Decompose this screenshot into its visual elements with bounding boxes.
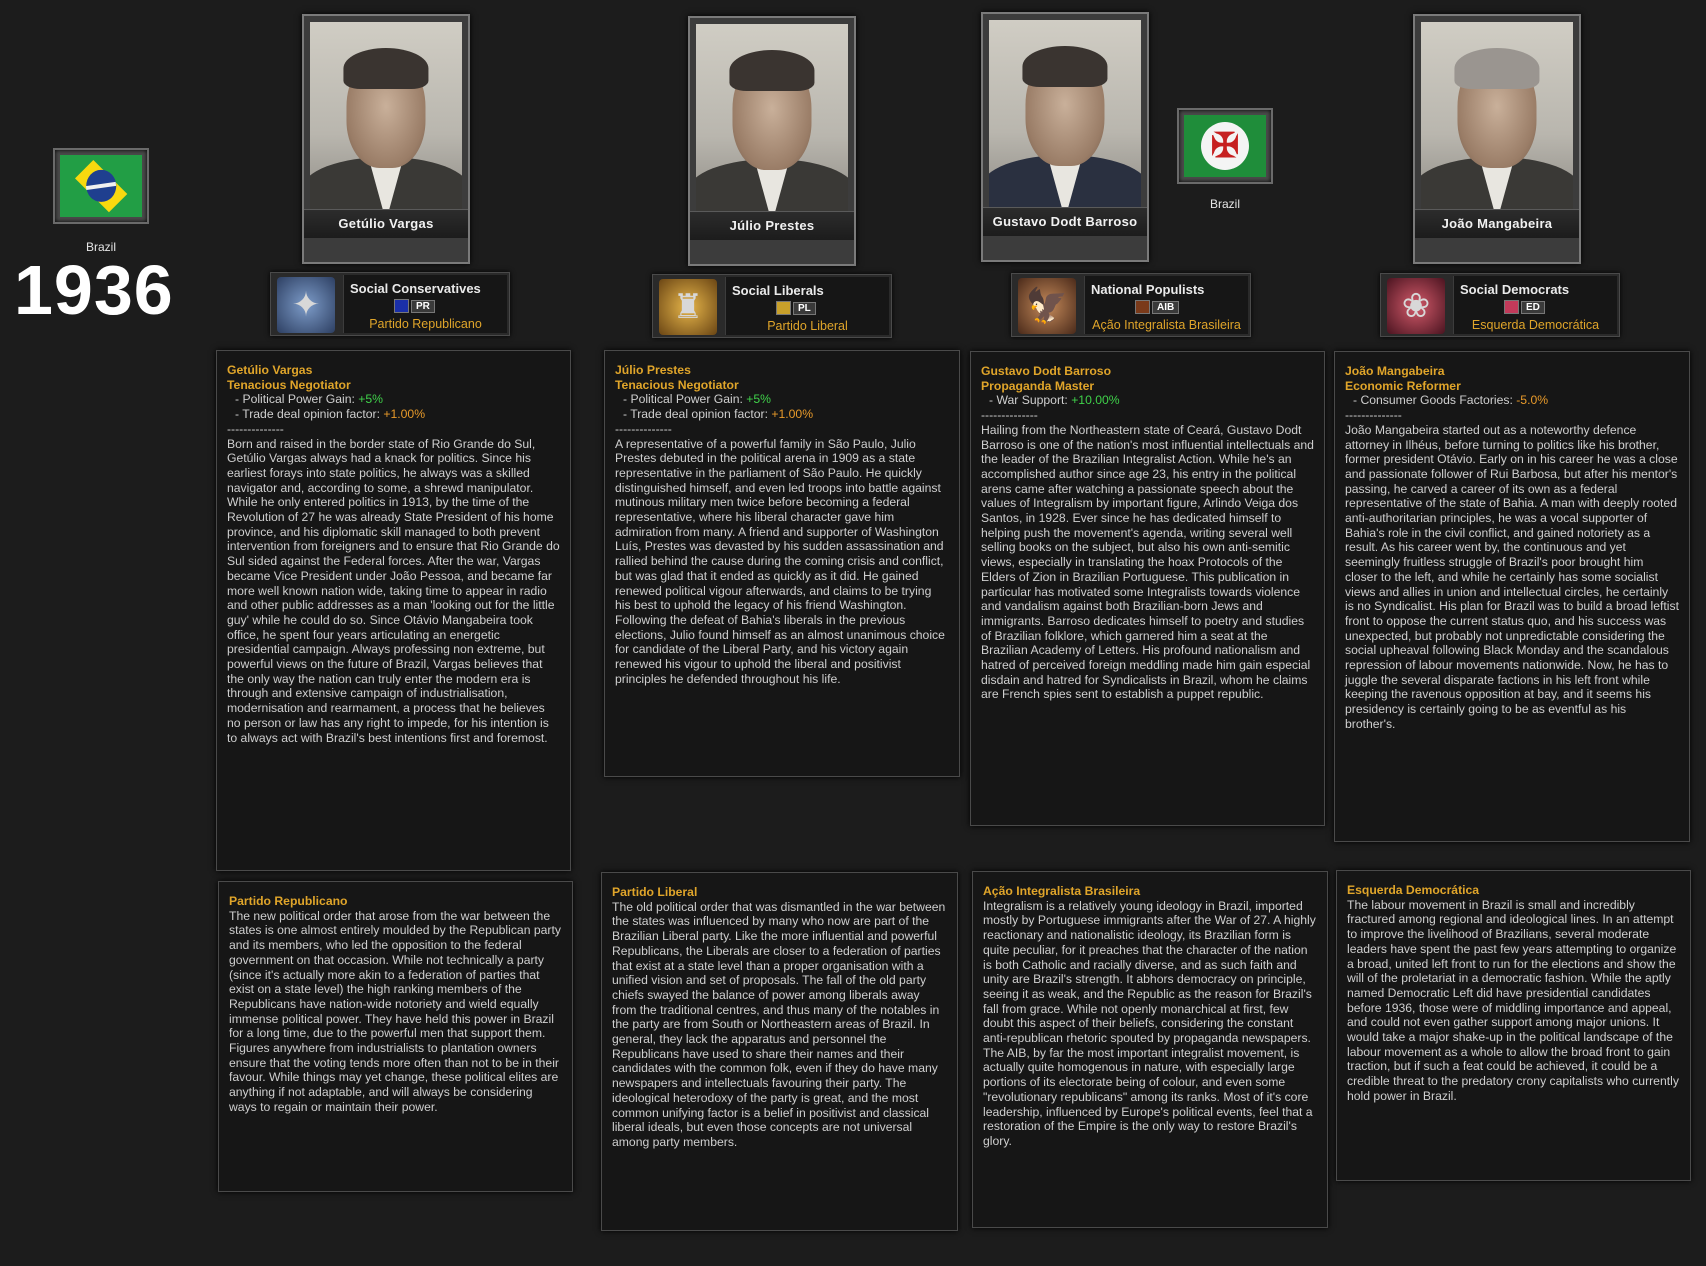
integralist-flag-label: Brazil: [1209, 197, 1240, 211]
leader-photo: [696, 24, 848, 211]
separator: --------------: [981, 408, 1038, 423]
party-ideology: Social Conservatives: [350, 281, 481, 296]
party-tag: PR: [411, 300, 435, 313]
party-name: Ação Integralista Brasileira: [1092, 318, 1241, 332]
brazil-flag-label: Brazil: [85, 240, 116, 254]
leader-info-panel-mangabeira: [1334, 351, 1690, 842]
party-tag: AIB: [1152, 301, 1179, 314]
party-color-swatch: [394, 299, 409, 313]
party-color-swatch: [1135, 300, 1150, 314]
leader-info-panel-barroso: [970, 351, 1325, 826]
leader-trait-title: Tenacious Negotiator: [227, 377, 351, 392]
leader-photo: [989, 20, 1141, 207]
leader-info-panel-vargas: [216, 350, 571, 871]
separator: --------------: [1345, 408, 1402, 423]
party-desc-panel-aib: [972, 871, 1328, 1228]
leader-photo: [1421, 22, 1573, 209]
modifier-line: - Trade deal opinion factor: +1.00%: [235, 407, 426, 422]
party-desc: The labour movement in Brazil is small and incredibly fractured among regional and ideological lines. In an attempt to improve the livelihood of Brazilians, several moderate leaders have spent the past few years attempting to organize a broad, united left front to run for the elections and show the will of the proletariat in a democratic fashion. While the aptly named Democratic Left did have presidential candidates before 1936, those were of middling importance and appeal, and could not even gather support among major unions. It would take a major shake-up in the political landscape of the labour movement as a whole to allow the broad front to gain traction, but if such a feat could be achieved, it could be a credible threat to the predatory crony capitalists who currently hold power in Brazil.: [1347, 897, 1679, 1103]
leader-portrait-mangabeira[interactable]: [1413, 14, 1581, 264]
party-color-swatch: [776, 301, 791, 315]
party-desc-title: Ação Integralista Brasileira: [983, 884, 1141, 898]
party-box-ed[interactable]: [1380, 273, 1620, 337]
party-desc-panel-pl: [601, 872, 958, 1231]
leader-trait-title: Propaganda Master: [981, 378, 1095, 393]
modifier-line: - Trade deal opinion factor: +1.00%: [623, 407, 814, 422]
modifier-line: - War Support: +10.00%: [989, 393, 1120, 408]
party-desc: Integralism is a relatively young ideology in Brazil, imported mostly by Portuguese immigrants after the War of 27. A highly reactionary and nationalistic ideology, its Brazilian form is quite peculiar, for it preaches that the character of the nation is both Catholic and racially diverse, and as such faith and unity are Brazil's strength. It abhors democracy on principle, seeing it as weak, and the Republic as the reason for Brazil's fall from grace. While not openly monarchical at first, few doubt this aspect of their beliefs, considering the constant anti-republican rhetoric spouted by propaganda newspapers. The AIB, by far the most important integralist movement, is actually quite homogenous in nature, with especially large portions of its electorate being of colour, and even some "revolutionary republicans" among its ranks. Most of it's core leadership, influenced by Europe's political events, feel that a restoration of the Empire is the only way to restore Brazil's glory.: [983, 898, 1316, 1148]
national-populist-emblem-icon: 🦅: [1018, 278, 1076, 334]
leader-bio: A representative of a powerful family in São Paulo, Julio Prestes debuted in the political arena in 1909 as a state representative in the parliament of São Paulo. He quickly distinguished himself, and even led troops into battle against mutinous military men twice before becoming a federal representative, where his liberal character gave him admiration from many. A friend and supporter of Washington Luís, Prestes was devasted by his sudden assassination and rallied behind the cause during the coming crisis and conflict, but was glad that it ended as quickly as it did. He gained renewed political vigour afterwards, and claims to be trying his best to uphold the legacy of his friend Washington. Following the defeat of Bahia's liberals in the previous elections, Julio found himself as an almost unanimous choice for candidate of the Liberal Party, and his victory again renewed his vigour to uphold the liberal and positivist principles he defended throughout his life.: [615, 436, 945, 686]
party-tag: ED: [1521, 301, 1545, 314]
modifier-line: - Political Power Gain: +5%: [623, 392, 772, 407]
party-name: Partido Liberal: [767, 319, 848, 333]
separator: --------------: [615, 421, 672, 436]
party-desc: The new political order that arose from the war between the states is one almost entirely moulded by the Republican party and its members, who led the opposition to the federal government on that occasion. While not technically a party (since it's actually more akin to a federation of parties that exist on a state level) the high ranking members of the Republicans have nation-wide notoriety and wield equally immense political power. They have held this power in Brazil for a long time, due to the powerful men that support them. Figures anywhere from industrialists to plantation owners ensure that the voting tends more often than not to be in their favour. While things may yet change, these political elites are anything if not adaptable, and will always be considering ways to regain or maintain their power.: [229, 908, 561, 1114]
party-box-pl[interactable]: [652, 274, 892, 338]
leader-trait-title: Economic Reformer: [1345, 378, 1461, 393]
leader-trait-title: Tenacious Negotiator: [615, 377, 739, 392]
modifier-line: - Political Power Gain: +5%: [235, 392, 384, 407]
brazil-flag[interactable]: [53, 148, 149, 224]
party-desc-panel-pr: [218, 881, 573, 1192]
leader-nameplate: Júlio Prestes: [690, 211, 854, 240]
party-ideology: Social Liberals: [732, 283, 824, 298]
leader-trait-name: Júlio Prestes: [615, 363, 691, 377]
leader-bio: Born and raised in the border state of Rio Grande do Sul, Getúlio Vargas always had a knack for politics. Since his earliest forays into state politics, he always was a skilled navigator and, according to some, a shrewd manipulator. While he only entered politics in 1913, by the time of the Revolution of 27 he was already State President of his home province, and his diplomatic skill managed to both prevent intervention from foreigners and to ensure that Rio Grande do Sul sided against the Federal forces. After the war, Vargas became Vice President under João Pessoa, and became far more well known nation wide, taking time to appear in radio and other public addresses as a man 'looking out for the little guy' while he could do so. Since Otávio Mangabeira took office, he spent four years articulating an energetic presidential campaign. Always professing non extreme, but powerful views on the future of Brazil, Vargas believes that the only way the nation can truly enter the modern era is through and extensive campaign of industrialisation, modernisation and rearmament, a process that he believes no person or law has any right to impede, for his intention is to always act with Brazil's best intentions first and foremost.: [227, 436, 560, 745]
year-label: 1936: [14, 251, 174, 329]
leader-trait-name: Getúlio Vargas: [227, 363, 313, 377]
separator: --------------: [227, 421, 284, 436]
party-desc: The old political order that was dismantled in the war between the states was influenced by many who now are part of the Brazilian Liberal party. Like the more influential and powerful Republicans, the Liberals are closer to a federation of parties that exist at a state level than a proper organisation with a unified vision and set of proposals. The fall of the old party chiefs swayed the balance of power among liberals away from the traditional centres, and thus many of the notables in the party are from South or Northeastern areas of Brazil. In general, they lack the apparatus and personnel the Republicans have used to share their names and their candidates with the common folk, even if they do have many newspapers and intellectuals favouring their party. The ideological heterodoxy of the party is great, and the most common unifying factor is a belief in positivist and classical liberal ideals, but even those concepts are not universal among party members.: [612, 899, 946, 1149]
party-ideology: Social Democrats: [1460, 282, 1570, 297]
leader-nameplate: Gustavo Dodt Barroso: [983, 207, 1147, 236]
leader-bio: Hailing from the Northeastern state of Ceará, Gustavo Dodt Barroso is one of the nation's most influential intellectuals and the leader of the Brazilian Integralist Action. While he's an accomplished author since age 23, his entry in the political arens came after watching a passionate speech about the values of Integralism by important figure, Arlindo Veiga dos Santos, in 1928. Ever since he has dedicated himself to helping push the movement's agenda, writing several well selling books on the subject, but also his own anti-semitic views, especially in translating the hoax Protocols of the Elders of Zion in Brazilian Portuguese. This publication in particular has motivated some Integralists towards violence and vandalism against both Brazilian-born Jews and immigrants. Barroso dedicates himself to poetry and studies of Brazilian folklore, which garnered him a seat at the Brazilian Academy of Letters. His profound nationalism and hatred of perceived foreign meddling made him gain especial disdain and hatred for Syndicalists in Brazil, whom he claims are French spies sent to establish a puppet republic.: [981, 422, 1314, 702]
integralist-flag-icon: ✠: [1184, 115, 1266, 177]
leader-info-panel-prestes: [604, 350, 960, 777]
party-desc-title: Partido Liberal: [612, 885, 698, 899]
party-name: Partido Republicano: [369, 317, 482, 331]
leader-portrait-barroso[interactable]: [981, 12, 1149, 262]
party-ideology: National Populists: [1091, 282, 1205, 297]
party-box-pr[interactable]: [270, 272, 510, 336]
leader-portrait-prestes[interactable]: [688, 16, 856, 266]
party-color-swatch: [1504, 300, 1519, 314]
party-desc-panel-ed: [1336, 870, 1691, 1181]
party-box-aib[interactable]: [1011, 273, 1251, 337]
leader-nameplate: Getúlio Vargas: [304, 209, 468, 238]
leader-photo: [310, 22, 462, 209]
party-name: Esquerda Democrática: [1471, 318, 1600, 332]
social-democrat-emblem-icon: ❀: [1387, 278, 1445, 334]
leader-trait-name: Gustavo Dodt Barroso: [981, 364, 1112, 378]
brazil-flag-icon: [60, 155, 142, 217]
leader-portrait-vargas[interactable]: [302, 14, 470, 264]
party-desc-title: Esquerda Democrática: [1347, 883, 1480, 897]
party-desc-title: Partido Republicano: [229, 894, 348, 908]
integralist-brazil-flag[interactable]: [1177, 108, 1273, 184]
leader-bio: João Mangabeira started out as a noteworthy defence attorney in Ilhéus, before turning to politics like his brother, former president Otávio. Early on in his career he was a close and passionate follower of Rui Barbosa, but after his mentor's passing, he carved a career of its own as a federal representative of the state of Bahia. A man with deeply rooted anti-authoritarian principles, he was a vocal supporter of Bahia's role in the civil conflict, and gained notoriety as a result. As his career went by, the continuous and yet seemingly fruitless struggle of Brazil's poor brought him closer to the left, and while he certainly has some socialist views and allies in union and intellectual circles, he certainly is no Syndicalist. His plan for Brazil was to build a broad leftist front to oppose the current status quo, and his success was unexpected, but probably not unpredictable considering the social upheaval following Black Monday and the scandalous repression of labour movements nationwide. Now, he has to juggle the several disparate factions in his left front while keeping the ravenous opposition at bay, and it seems his presidency is certainly going to be as eventful as his brother's.: [1345, 422, 1679, 731]
modifier-line: - Consumer Goods Factories: -5.0%: [1353, 393, 1549, 408]
social-conservative-emblem-icon: ✦: [277, 277, 335, 333]
leader-trait-name: João Mangabeira: [1345, 364, 1445, 378]
leader-nameplate: João Mangabeira: [1415, 209, 1579, 238]
social-liberal-emblem-icon: ♜: [659, 279, 717, 335]
party-tag: PL: [793, 302, 816, 315]
